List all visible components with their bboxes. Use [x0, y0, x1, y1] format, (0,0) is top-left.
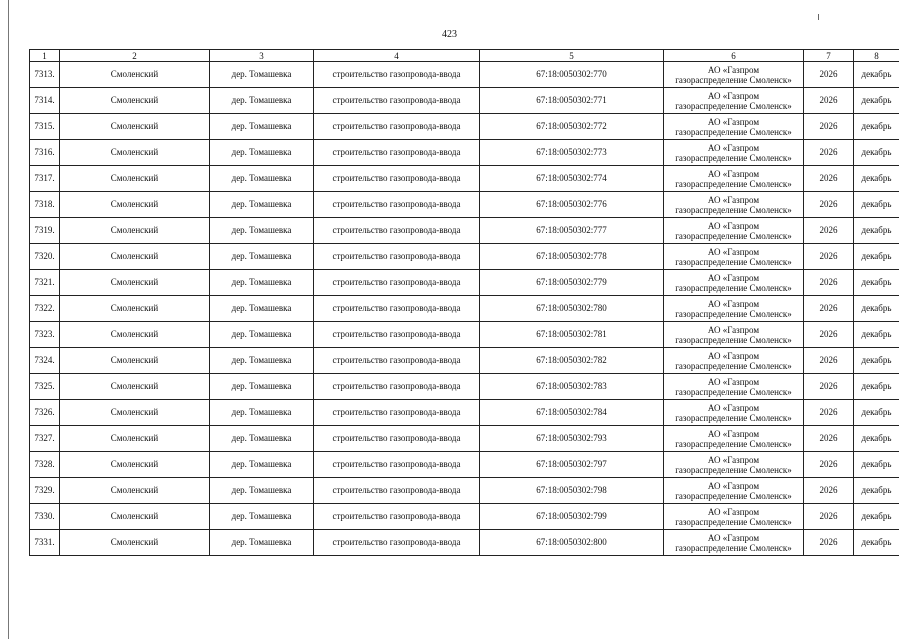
row-number-cell: 7322. — [30, 296, 60, 322]
month-cell: декабрь — [854, 192, 899, 218]
cadastral-number-cell: 67:18:0050302:776 — [480, 192, 664, 218]
row-number-cell: 7329. — [30, 478, 60, 504]
year-cell: 2026 — [804, 192, 854, 218]
district-cell: Смоленский — [60, 322, 210, 348]
row-number-cell: 7331. — [30, 530, 60, 556]
organization-line-2: газораспределение Смоленск» — [675, 178, 792, 189]
year-cell: 2026 — [804, 218, 854, 244]
settlement-cell: дер. Томашевка — [210, 478, 314, 504]
cadastral-number-cell: 67:18:0050302:783 — [480, 374, 664, 400]
year-cell: 2026 — [804, 374, 854, 400]
organization-line-1: АО «Газпром — [707, 506, 760, 517]
month-cell: декабрь — [854, 140, 899, 166]
settlement-cell: дер. Томашевка — [210, 322, 314, 348]
work-type-cell: строительство газопровода-ввода — [314, 140, 480, 166]
table-row — [30, 88, 899, 114]
table-row — [30, 244, 899, 270]
month-cell: декабрь — [854, 348, 899, 374]
year-cell: 2026 — [804, 530, 854, 556]
organization-cell — [664, 114, 804, 140]
table-row — [30, 348, 899, 374]
table-row — [30, 452, 899, 478]
row-number-cell: 7314. — [30, 88, 60, 114]
district-cell: Смоленский — [60, 504, 210, 530]
table-row — [30, 322, 899, 348]
year-cell: 2026 — [804, 140, 854, 166]
district-cell: Смоленский — [60, 426, 210, 452]
district-cell: Смоленский — [60, 114, 210, 140]
organization-line-1: АО «Газпром — [707, 376, 760, 387]
organization-cell — [664, 530, 804, 556]
year-cell: 2026 — [804, 426, 854, 452]
settlement-cell: дер. Томашевка — [210, 296, 314, 322]
settlement-cell: дер. Томашевка — [210, 192, 314, 218]
organization-line-2: газораспределение Смоленск» — [675, 230, 792, 241]
organization-cell — [664, 296, 804, 322]
district-cell: Смоленский — [60, 296, 210, 322]
row-number-cell: 7317. — [30, 166, 60, 192]
cadastral-number-cell: 67:18:0050302:771 — [480, 88, 664, 114]
year-cell: 2026 — [804, 478, 854, 504]
row-number-cell: 7328. — [30, 452, 60, 478]
cadastral-number-cell: 67:18:0050302:778 — [480, 244, 664, 270]
organization-line-1: АО «Газпром — [707, 168, 760, 179]
table-body — [30, 62, 899, 556]
settlement-cell: дер. Томашевка — [210, 504, 314, 530]
work-type-cell: строительство газопровода-ввода — [314, 426, 480, 452]
table-row — [30, 296, 899, 322]
cadastral-number-cell: 67:18:0050302:770 — [480, 62, 664, 88]
row-number-cell: 7321. — [30, 270, 60, 296]
cadastral-number-cell: 67:18:0050302:782 — [480, 348, 664, 374]
organization-line-1: АО «Газпром — [707, 64, 760, 75]
organization-cell — [664, 426, 804, 452]
row-number-cell: 7320. — [30, 244, 60, 270]
organization-line-2: газораспределение Смоленск» — [675, 204, 792, 215]
month-cell: декабрь — [854, 296, 899, 322]
organization-cell — [664, 218, 804, 244]
year-cell: 2026 — [804, 62, 854, 88]
settlement-cell: дер. Томашевка — [210, 114, 314, 140]
year-cell: 2026 — [804, 114, 854, 140]
organization-cell — [664, 478, 804, 504]
page-margin-rule — [8, 0, 9, 639]
work-type-cell: строительство газопровода-ввода — [314, 270, 480, 296]
district-cell: Смоленский — [60, 88, 210, 114]
work-type-cell: строительство газопровода-ввода — [314, 88, 480, 114]
settlement-cell: дер. Томашевка — [210, 426, 314, 452]
row-number-cell: 7316. — [30, 140, 60, 166]
work-type-cell: строительство газопровода-ввода — [314, 530, 480, 556]
column-header: 2 — [60, 50, 210, 62]
cadastral-number-cell: 67:18:0050302:799 — [480, 504, 664, 530]
organization-line-2: газораспределение Смоленск» — [675, 464, 792, 475]
settlement-cell: дер. Томашевка — [210, 530, 314, 556]
organization-line-1: АО «Газпром — [707, 324, 760, 335]
table-row — [30, 374, 899, 400]
month-cell: декабрь — [854, 374, 899, 400]
year-cell: 2026 — [804, 296, 854, 322]
organization-line-1: АО «Газпром — [707, 532, 760, 543]
month-cell: декабрь — [854, 218, 899, 244]
cadastral-number-cell: 67:18:0050302:798 — [480, 478, 664, 504]
settlement-cell: дер. Томашевка — [210, 270, 314, 296]
cadastral-number-cell: 67:18:0050302:784 — [480, 400, 664, 426]
table-row — [30, 140, 899, 166]
row-number-cell: 7315. — [30, 114, 60, 140]
column-header: 7 — [804, 50, 854, 62]
organization-cell — [664, 348, 804, 374]
settlement-cell: дер. Томашевка — [210, 400, 314, 426]
cadastral-number-cell: 67:18:0050302:793 — [480, 426, 664, 452]
column-header: 1 — [30, 50, 60, 62]
row-number-cell: 7326. — [30, 400, 60, 426]
work-type-cell: строительство газопровода-ввода — [314, 244, 480, 270]
table-row — [30, 192, 899, 218]
organization-line-2: газораспределение Смоленск» — [675, 542, 792, 553]
organization-line-1: АО «Газпром — [707, 350, 760, 361]
organization-cell — [664, 322, 804, 348]
organization-cell — [664, 504, 804, 530]
cadastral-number-cell: 67:18:0050302:777 — [480, 218, 664, 244]
work-type-cell: строительство газопровода-ввода — [314, 322, 480, 348]
month-cell: декабрь — [854, 400, 899, 426]
row-number-cell: 7318. — [30, 192, 60, 218]
month-cell: декабрь — [854, 114, 899, 140]
organization-cell — [664, 244, 804, 270]
work-type-cell: строительство газопровода-ввода — [314, 218, 480, 244]
organization-line-2: газораспределение Смоленск» — [675, 152, 792, 163]
cadastral-number-cell: 67:18:0050302:780 — [480, 296, 664, 322]
month-cell: декабрь — [854, 244, 899, 270]
district-cell: Смоленский — [60, 452, 210, 478]
work-type-cell: строительство газопровода-ввода — [314, 192, 480, 218]
column-header: 8 — [854, 50, 899, 62]
row-number-cell: 7330. — [30, 504, 60, 530]
settlement-cell: дер. Томашевка — [210, 140, 314, 166]
work-type-cell: строительство газопровода-ввода — [314, 504, 480, 530]
month-cell: декабрь — [854, 530, 899, 556]
cadastral-number-cell: 67:18:0050302:781 — [480, 322, 664, 348]
document-table — [29, 49, 899, 556]
row-number-cell: 7319. — [30, 218, 60, 244]
organization-cell — [664, 62, 804, 88]
district-cell: Смоленский — [60, 218, 210, 244]
month-cell: декабрь — [854, 426, 899, 452]
organization-cell — [664, 452, 804, 478]
organization-line-1: АО «Газпром — [707, 428, 760, 439]
page-number: 423 — [442, 29, 457, 40]
organization-cell — [664, 270, 804, 296]
row-number-cell: 7323. — [30, 322, 60, 348]
organization-line-2: газораспределение Смоленск» — [675, 360, 792, 371]
organization-cell — [664, 374, 804, 400]
settlement-cell: дер. Томашевка — [210, 374, 314, 400]
table-row — [30, 270, 899, 296]
work-type-cell: строительство газопровода-ввода — [314, 114, 480, 140]
organization-line-2: газораспределение Смоленск» — [675, 438, 792, 449]
organization-line-2: газораспределение Смоленск» — [675, 490, 792, 501]
organization-cell — [664, 192, 804, 218]
year-cell: 2026 — [804, 504, 854, 530]
organization-line-2: газораспределение Смоленск» — [675, 334, 792, 345]
table-row — [30, 166, 899, 192]
organization-line-2: газораспределение Смоленск» — [675, 516, 792, 527]
column-header: 4 — [314, 50, 480, 62]
organization-line-2: газораспределение Смоленск» — [675, 386, 792, 397]
year-cell: 2026 — [804, 322, 854, 348]
table-row — [30, 530, 899, 556]
district-cell: Смоленский — [60, 62, 210, 88]
district-cell: Смоленский — [60, 374, 210, 400]
month-cell: декабрь — [854, 62, 899, 88]
district-cell: Смоленский — [60, 530, 210, 556]
organization-line-1: АО «Газпром — [707, 272, 760, 283]
organization-line-2: газораспределение Смоленск» — [675, 74, 792, 85]
year-cell: 2026 — [804, 270, 854, 296]
settlement-cell: дер. Томашевка — [210, 244, 314, 270]
district-cell: Смоленский — [60, 192, 210, 218]
work-type-cell: строительство газопровода-ввода — [314, 166, 480, 192]
settlement-cell: дер. Томашевка — [210, 62, 314, 88]
cadastral-number-cell: 67:18:0050302:773 — [480, 140, 664, 166]
cadastral-number-cell: 67:18:0050302:800 — [480, 530, 664, 556]
table-row — [30, 400, 899, 426]
settlement-cell: дер. Томашевка — [210, 218, 314, 244]
month-cell: декабрь — [854, 452, 899, 478]
organization-line-1: АО «Газпром — [707, 454, 760, 465]
district-cell: Смоленский — [60, 348, 210, 374]
work-type-cell: строительство газопровода-ввода — [314, 62, 480, 88]
row-number-cell: 7313. — [30, 62, 60, 88]
organization-line-1: АО «Газпром — [707, 402, 760, 413]
district-cell: Смоленский — [60, 140, 210, 166]
cadastral-number-cell: 67:18:0050302:797 — [480, 452, 664, 478]
organization-cell — [664, 400, 804, 426]
district-cell: Смоленский — [60, 478, 210, 504]
year-cell: 2026 — [804, 400, 854, 426]
organization-line-1: АО «Газпром — [707, 246, 760, 257]
table-row — [30, 218, 899, 244]
year-cell: 2026 — [804, 348, 854, 374]
organization-line-2: газораспределение Смоленск» — [675, 256, 792, 267]
column-header: 6 — [664, 50, 804, 62]
organization-line-1: АО «Газпром — [707, 480, 760, 491]
header-row — [30, 50, 899, 62]
organization-line-1: АО «Газпром — [707, 142, 760, 153]
district-cell: Смоленский — [60, 270, 210, 296]
row-number-cell: 7324. — [30, 348, 60, 374]
organization-line-1: АО «Газпром — [707, 116, 760, 127]
organization-line-1: АО «Газпром — [707, 90, 760, 101]
district-cell: Смоленский — [60, 244, 210, 270]
column-header: 3 — [210, 50, 314, 62]
row-number-cell: 7325. — [30, 374, 60, 400]
work-type-cell: строительство газопровода-ввода — [314, 374, 480, 400]
organization-line-2: газораспределение Смоленск» — [675, 412, 792, 423]
table-row — [30, 504, 899, 530]
work-type-cell: строительство газопровода-ввода — [314, 478, 480, 504]
district-cell: Смоленский — [60, 400, 210, 426]
cadastral-number-cell: 67:18:0050302:779 — [480, 270, 664, 296]
organization-line-2: газораспределение Смоленск» — [675, 100, 792, 111]
settlement-cell: дер. Томашевка — [210, 166, 314, 192]
work-type-cell: строительство газопровода-ввода — [314, 452, 480, 478]
year-cell: 2026 — [804, 88, 854, 114]
table-row — [30, 426, 899, 452]
organization-line-1: АО «Газпром — [707, 220, 760, 231]
scan-artifact — [818, 14, 819, 20]
row-number-cell: 7327. — [30, 426, 60, 452]
year-cell: 2026 — [804, 166, 854, 192]
table-row — [30, 478, 899, 504]
organization-cell — [664, 140, 804, 166]
settlement-cell: дер. Томашевка — [210, 452, 314, 478]
district-cell: Смоленский — [60, 166, 210, 192]
organization-line-1: АО «Газпром — [707, 298, 760, 309]
organization-cell — [664, 166, 804, 192]
month-cell: декабрь — [854, 504, 899, 530]
month-cell: декабрь — [854, 322, 899, 348]
month-cell: декабрь — [854, 88, 899, 114]
work-type-cell: строительство газопровода-ввода — [314, 400, 480, 426]
cadastral-number-cell: 67:18:0050302:774 — [480, 166, 664, 192]
year-cell: 2026 — [804, 452, 854, 478]
work-type-cell: строительство газопровода-ввода — [314, 348, 480, 374]
organization-line-2: газораспределение Смоленск» — [675, 282, 792, 293]
cadastral-number-cell: 67:18:0050302:772 — [480, 114, 664, 140]
table-row — [30, 62, 899, 88]
organization-line-1: АО «Газпром — [707, 194, 760, 205]
year-cell: 2026 — [804, 244, 854, 270]
work-type-cell: строительство газопровода-ввода — [314, 296, 480, 322]
settlement-cell: дер. Томашевка — [210, 348, 314, 374]
organization-line-2: газораспределение Смоленск» — [675, 308, 792, 319]
month-cell: декабрь — [854, 270, 899, 296]
organization-line-2: газораспределение Смоленск» — [675, 126, 792, 137]
column-header: 5 — [480, 50, 664, 62]
table-row — [30, 114, 899, 140]
organization-cell — [664, 88, 804, 114]
settlement-cell: дер. Томашевка — [210, 88, 314, 114]
month-cell: декабрь — [854, 478, 899, 504]
month-cell: декабрь — [854, 166, 899, 192]
